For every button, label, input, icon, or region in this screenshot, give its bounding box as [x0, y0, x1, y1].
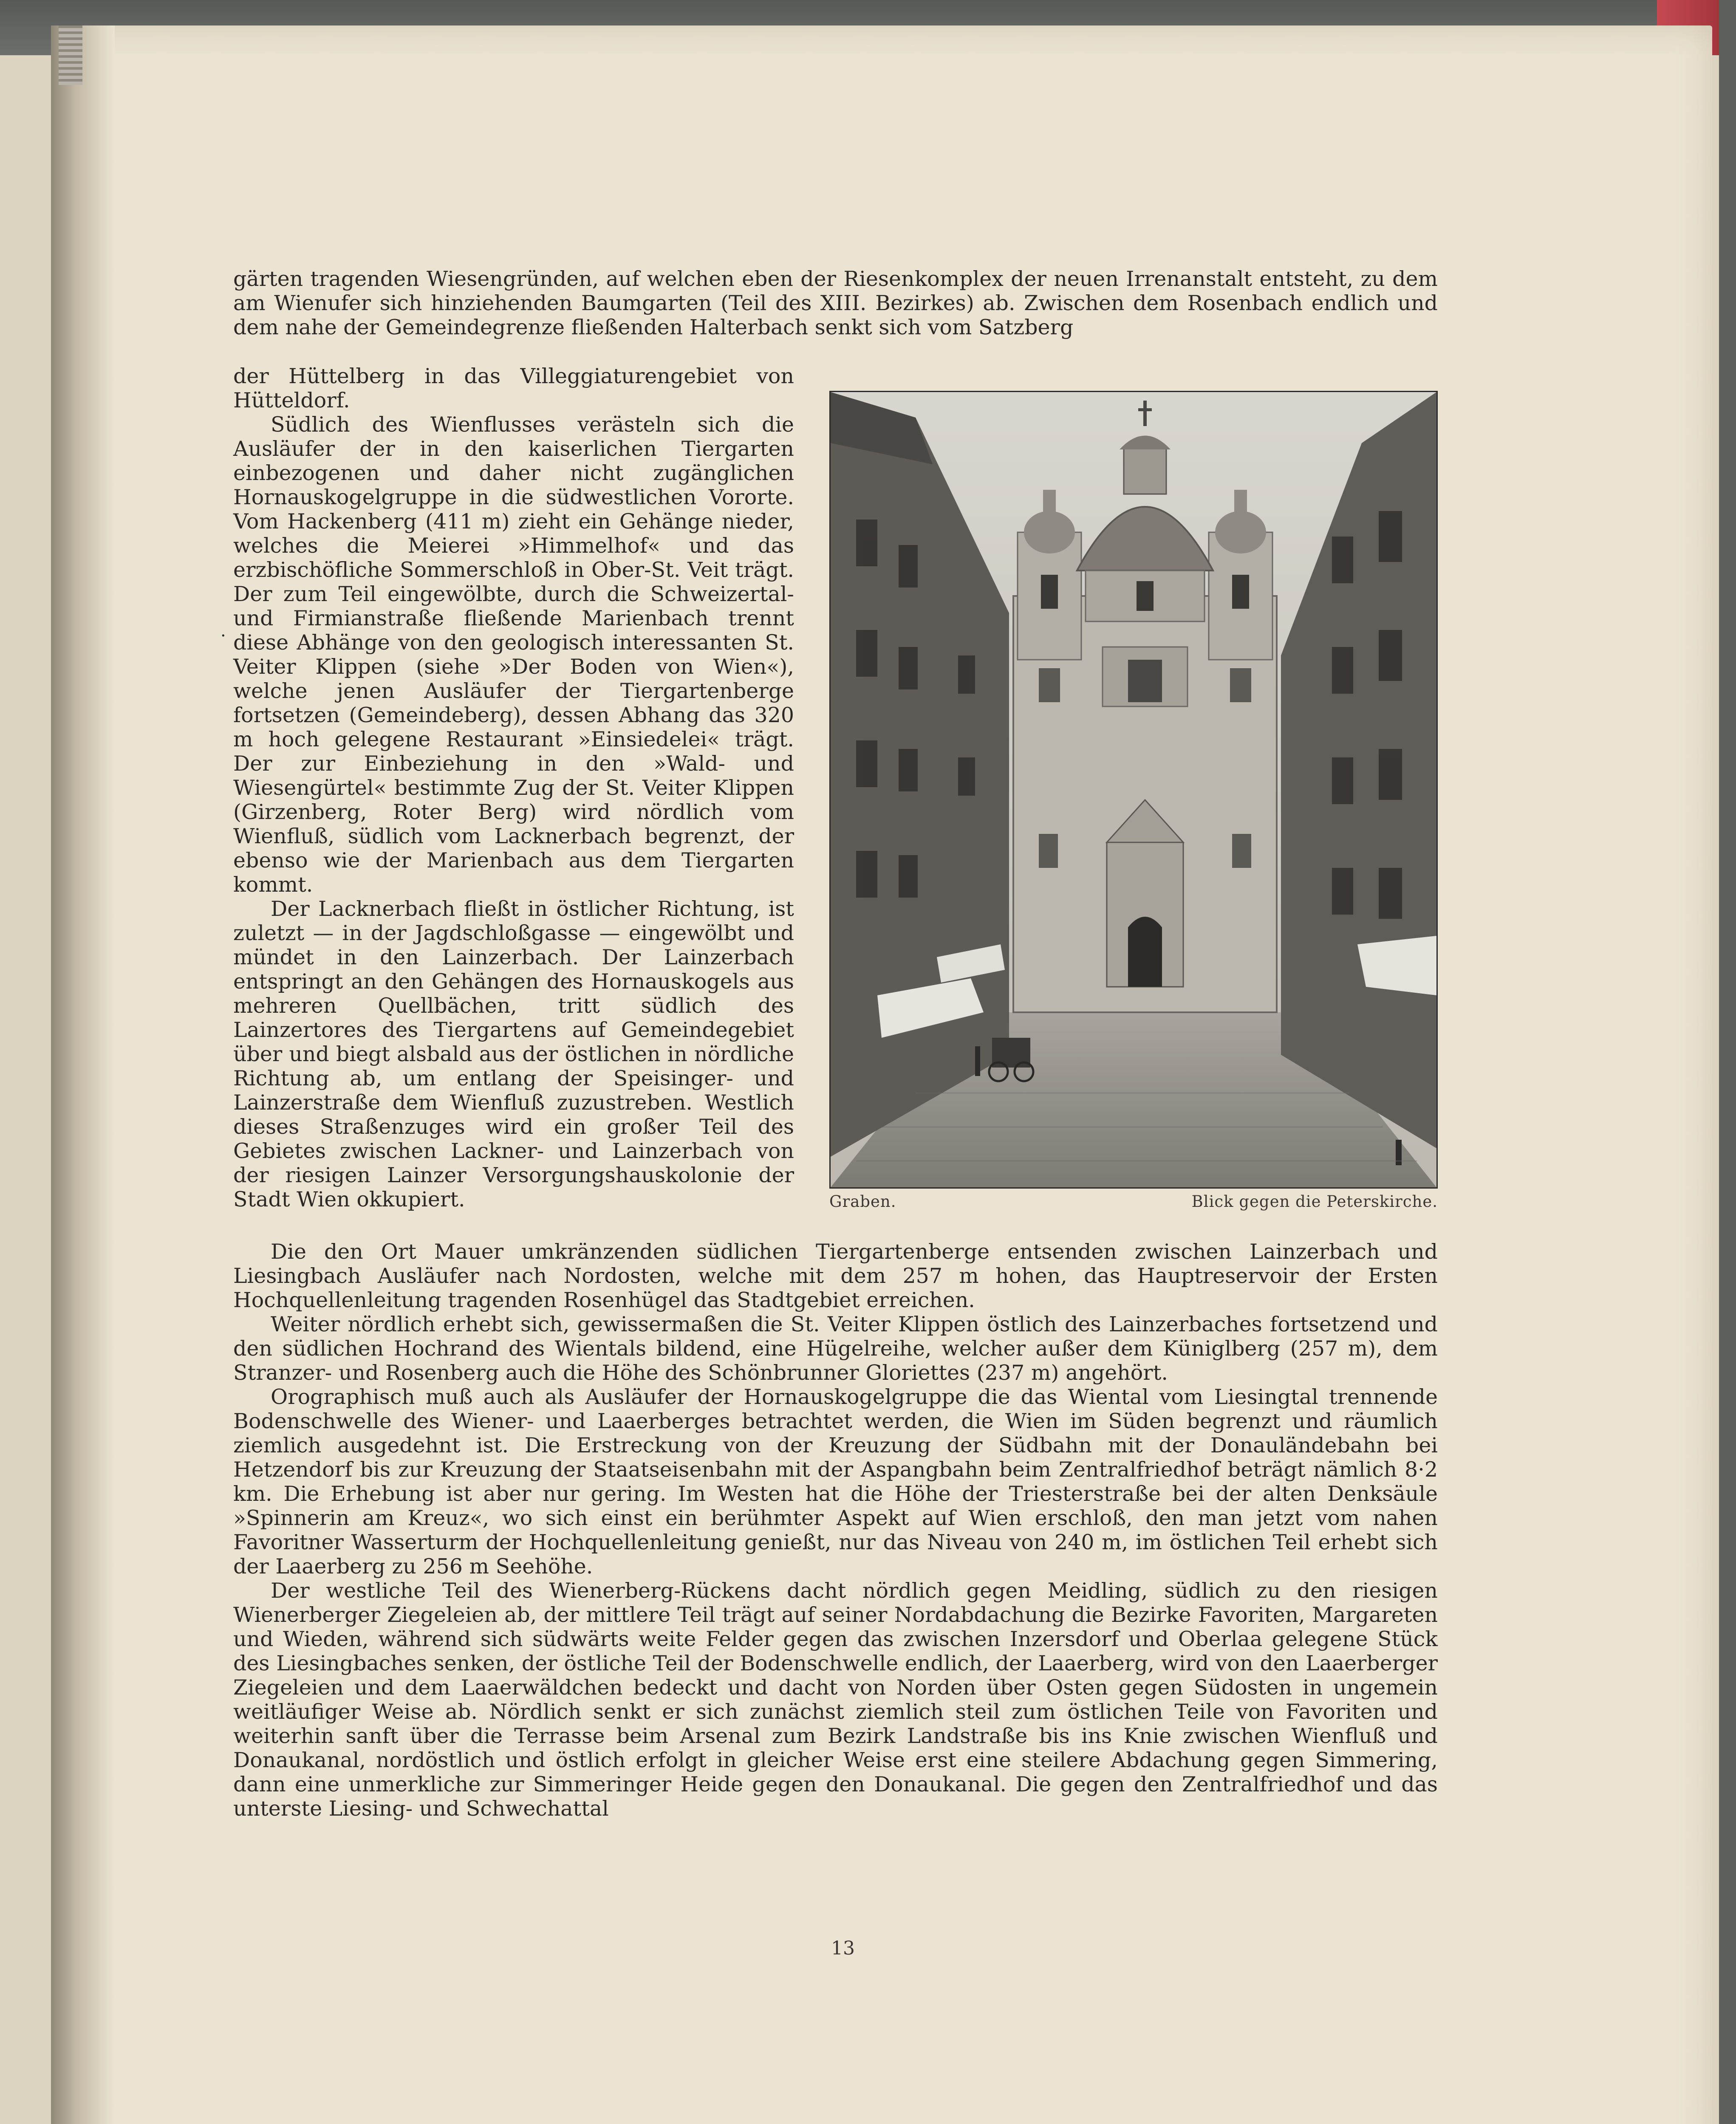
- paragraph: Orographisch muß auch als Ausläufer der Hornauskogelgruppe die das Wiental vom Liesingtal trennende Bodenschwelle des Wiener- und Laaerberges betrachtet werden, die Wien im Süden begrenzt und räumlich ziemlich ausgedehnt ist. Die Erstreckung von der Kreuzung der Südbahn mit der Donauländebahn bei Hetzendorf bis zur Kreuzung der Staatseisenbahn mit der Aspangbahn beim Zentralfriedhof beträgt nämlich 8·2 km. Die Erhebung ist aber nur gering. Im Westen hat die Höhe der Triesterstraße bei der alten Denksäule »Spinnerin am Kreuz«, wo sich einst ein berühmter Aspekt auf Wien erschloß, den man jetzt vom nahen Favoritner Wasserturm der Hochquellenleitung genießt, nur das Niveau von 240 m, im östlichen Teil erhebt sich der Laaerberg zu 256 m Seehöhe.: [233, 1385, 1438, 1579]
- page-gutter: [51, 25, 115, 2124]
- paragraph: Weiter nördlich erhebt sich, gewissermaßen die St. Veiter Klippen östlich des Lainzerbaches fortsetzend und den südlichen Hochrand des Wientals bildend, eine Hügelreihe, welcher außer dem Küniglberg (257 m), dem Stranzer- und Rosenberg auch die Höhe des Schönbrunner Gloriettes (237 m) angehört.: [233, 1312, 1438, 1385]
- margin-mark: .: [221, 621, 226, 641]
- page-number: 13: [831, 1938, 855, 1959]
- paragraph: Der westliche Teil des Wienerberg-Rückens dacht nördlich gegen Meidling, südlich zu den riesigen Wienerberger Ziegeleien ab, der mittlere Teil trägt auf seiner Nordabdachung die Bezirke Favoriten, Margareten und Wieden, während sich südwärts weite Felder gegen das zwischen Inzersdorf und Oberlaa gelegene Stück des Liesingbaches senken, der östliche Teil der Bodenschwelle endlich, der Laaerberg, wird von den Laaerberger Ziegeleien und dem Laaerwäldchen bedeckt und dacht von Norden über Osten gegen Südosten in ungemein weitläufiger Weise ab. Nördlich senkt er sich zunächst ziemlich steil zum östlichen Teile von Favoriten und weiterhin sanft über die Terrasse beim Arsenal zum Bezirk Landstraße bis ins Knie zwischen Wienfluß und Donaukanal, nordöstlich und östlich erfolgt in gleicher Weise erst eine steilere Abdachung gegen Simmering, dann eine unmerkliche zur Simmeringer Heide gegen den Donaukanal. Die gegen den Zentralfriedhof und das unterste Liesing- und Schwechattal: [233, 1579, 1438, 1821]
- church-illustration: [831, 392, 1436, 1187]
- paragraph: Südlich des Wienflusses verästeln sich die Ausläufer der in den kaiserlichen Tiergarten einbezogenen und daher nicht zugänglichen Hornauskogelgruppe in die südwestlichen Vororte. Vom Hackenberg (411 m) zieht ein Gehänge nieder, welches die Meierei »Himmelhof« und das erzbischöfliche Sommerschloß in Ober-St. Veit trägt. Der zum Teil eingewölbte, durch die Schweizertal- und Firmianstraße fließende Marienbach trennt diese Abhänge von den geologisch interessanten St. Veiter Klippen (siehe »Der Boden von Wien«), welche jenen Ausläufer der Tiergartenberge fortsetzen (Gemeindeberg), dessen Abhang das 320 m hoch gelegene Restaurant »Einsiedelei« trägt. Der zur Einbeziehung in den »Wald- und Wiesengürtel« bestimmte Zug der St. Veiter Klippen (Girzenberg, Roter Berg) wird nördlich vom Wienfluß, südlich vom Lacknerbach begrenzt, der ebenso wie der Marienbach aus dem Tiergarten kommt.: [233, 412, 794, 897]
- figure-caption-left: Graben.: [829, 1192, 896, 1211]
- paragraph: Der Lacknerbach fließt in östlicher Richtung, ist zuletzt — in der Jagdschloßgasse — eingewölbt und mündet in den Lainzerbach. Der Lainzerbach entspringt an den Gehängen des Hornauskogels aus mehreren Quellbächen, tritt südlich des Lainzertores des Tiergartens auf Gemeindegebiet über und biegt alsbald aus der östlichen in nördliche Richtung ab, um entlang der Speisinger- und Lainzerstraße dem Wienfluß zuzustreben. Westlich dieses Straßenzuges wird ein großer Teil des Gebietes zwischen Lackner- und Lainzerbach von der riesigen Lainzer Versorgungshauskolonie der Stadt Wien okkupiert.: [233, 897, 794, 1212]
- paragraph: Die den Ort Mauer umkränzenden südlichen Tiergartenberge entsenden zwischen Lainzerbach und Liesingbach Ausläufer nach Nordosten, welche mit dem 257 m hohen, das Hauptreservoir der Ersten Hochquellenleitung tragenden Rosenhügel das Stadtgebiet erreichen.: [233, 1240, 1438, 1312]
- bookmark-ribbon: [59, 25, 82, 85]
- photo-peterskirche: [829, 391, 1438, 1189]
- paragraph: der Hüttelberg in das Villeggiaturengebiet von Hütteldorf.: [233, 364, 794, 412]
- text-block-top: [233, 267, 1438, 339]
- paragraph: gärten tragenden Wiesengründen, auf welchen eben der Riesenkomplex der neuen Irrenanstalt entsteht, zu dem am Wienufer sich hinziehenden Baumgarten (Teil des XIII. Bezirkes) ab. Zwischen dem Rosenbach endlich und dem nahe der Gemeindegrenze fließenden Halterbach senkt sich vom Satzberg: [233, 267, 1438, 339]
- text-block-left-column: [233, 364, 794, 1212]
- text-block-bottom: [233, 1240, 1438, 1821]
- book-cover-right: [1719, 0, 1736, 2124]
- figure-caption-right: Blick gegen die Peterskirche.: [1191, 1192, 1438, 1211]
